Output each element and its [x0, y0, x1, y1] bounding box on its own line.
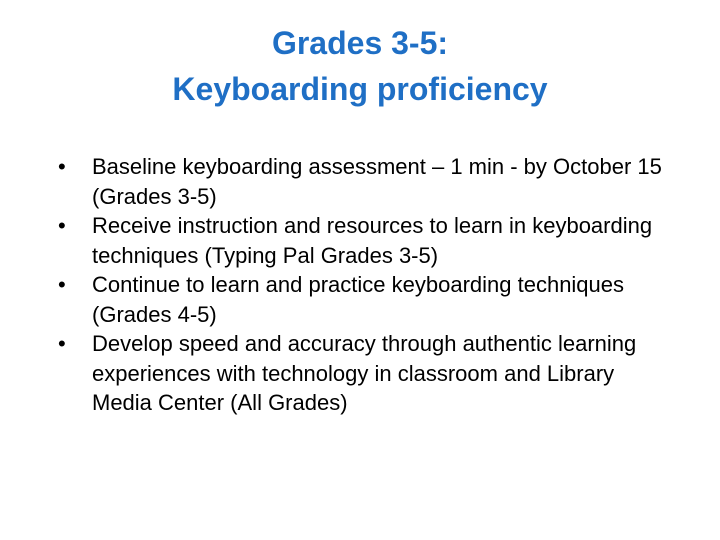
bullet-item	[56, 211, 666, 270]
slide-title	[40, 20, 680, 112]
bullet-text: Receive instruction and resources to learn in keyboarding techniques (Typing Pal Grades 3-5)	[92, 213, 653, 268]
title-line-1: Grades 3-5:	[271, 25, 449, 61]
bullet-item	[56, 152, 666, 211]
title-line-2: Keyboarding proficiency	[172, 71, 548, 107]
bullet-icon: •	[58, 154, 66, 179]
bullet-icon: •	[58, 331, 66, 356]
bullet-text: Continue to learn and practice keyboarding techniques (Grades 4-5)	[92, 272, 625, 327]
bullet-item	[56, 329, 666, 418]
bullet-text: Develop speed and accuracy through authentic learning experiences with technology in classroom and Library Media Center (All Grades)	[92, 331, 637, 415]
bullet-item	[56, 270, 666, 329]
bullet-text: Baseline keyboarding assessment – 1 min - by October 15 (Grades 3-5)	[92, 154, 662, 209]
bullet-list	[56, 152, 666, 418]
bullet-icon: •	[58, 213, 66, 238]
bullet-icon: •	[58, 272, 66, 297]
